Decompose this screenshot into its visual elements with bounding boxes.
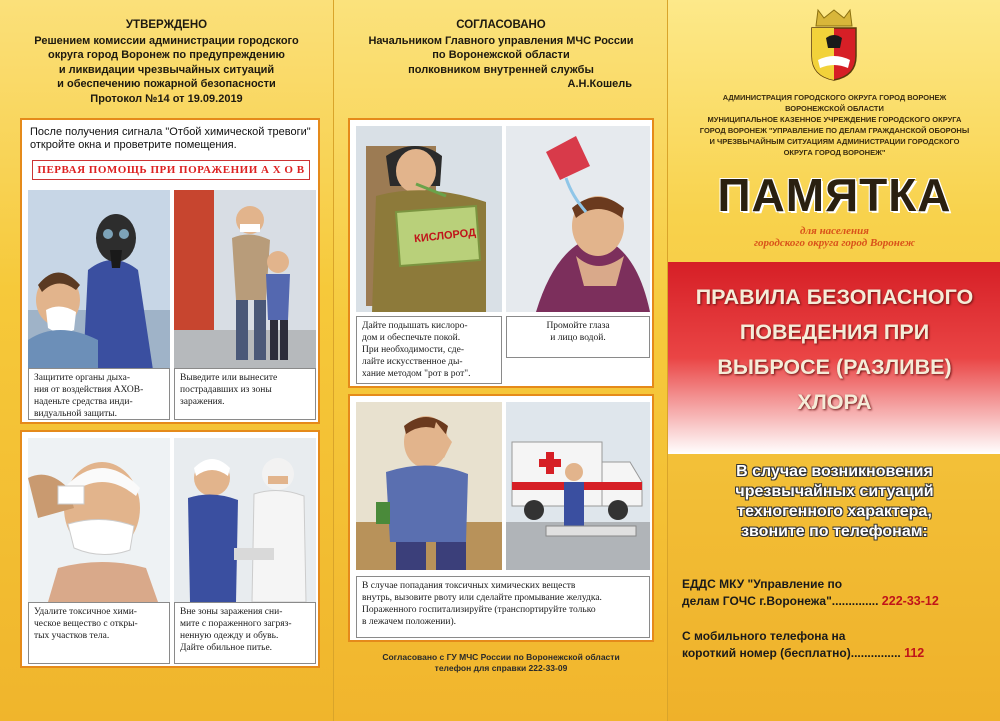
caption-line: лайте искусственное ды- [362,357,463,367]
illustration-nausea [356,402,502,570]
admin-line: МУНИЦИПАЛЬНОЕ КАЗЕННОЕ УЧРЕЖДЕНИЕ ГОРОДСКОГО ОКРУГА [707,115,962,124]
rules-line: ПОВЕДЕНИЯ ПРИ [739,320,930,344]
illustration-oxygen [356,126,502,312]
caption-line: пострадавших из зоны [180,385,272,395]
caption-oxygen [356,316,502,384]
illustration-gas-mask [28,190,170,370]
caption-line: Защитите органы дыха- [34,373,131,383]
approval-block [10,18,323,106]
agreement-line: по Воронежской области [432,49,570,61]
admin-line: ГОРОД ВОРОНЕЖ "УПРАВЛЕНИЕ ПО ДЕЛАМ ГРАЖДАНСКОЙ ОБОРОНЫ [699,126,970,135]
phone-mobile [682,628,997,662]
emergency-line: звоните по телефонам: [741,523,928,540]
coat-of-arms-icon [808,8,860,82]
emergency-line: чрезвычайных ситуаций [735,483,934,500]
caption-line: Удалите токсичное хими- [34,607,137,617]
agreement-line: А.Н.Кошель [567,78,632,90]
caption-line: в лежачем положении). [362,617,457,627]
caption-line: Промойте глаза [546,321,610,331]
for-population [668,225,1000,249]
caption-evacuate [174,368,316,420]
rules-title [668,280,1000,420]
phone-edds [682,576,997,610]
caption-line: тых участков тела. [34,631,110,641]
approval-line: и ликвидации чрезвычайных ситуаций [58,63,275,76]
intro-text [30,126,314,152]
caption-line: видуальной защиты. [34,409,117,419]
footer-note [344,652,658,674]
caption-line: внутрь, вызовите рвоту или сделайте промывание желудка. [362,593,602,603]
caption-line: ческое вещество с откры- [34,619,138,629]
approval-heading: УТВЕРЖДЕНО [125,19,208,31]
rules-line: ПРАВИЛА БЕЗОПАСНОГО [695,285,974,309]
admin-header [668,92,1000,158]
for-population-line: для населения [800,225,869,237]
caption-line: наденьте средства инди- [34,397,133,407]
caption-line: В случае попадания токсичных химических веществ [362,581,576,591]
approval-line: и обеспечению пожарной безопасности [57,78,276,90]
rules-line: ВЫБРОСЕ (РАЗЛИВЕ) [717,355,952,379]
intro-line: откройте окна и проветрите помещения. [30,139,237,151]
footer-line: телефон для справки 222-33-09 [434,663,568,673]
admin-line: ВОРОНЕЖСКОЙ ОБЛАСТИ [785,104,884,113]
phone-label-line: делам ГОЧС г.Воронежа".............. [682,594,879,608]
illustration-evacuate [174,190,316,370]
emergency-line: техногенного характера, [737,503,932,520]
caption-line: Вне зоны заражения сни- [180,607,283,617]
caption-line: и лицо водой. [550,333,606,343]
approval-line: Протокол №14 от 19.09.2019 [90,92,243,105]
right-panel [667,0,1000,721]
first-aid-banner: ПЕРВАЯ ПОМОЩЬ ПРИ ПОРАЖЕНИИ А Х О В [32,160,310,180]
agreement-line: Начальником Главного управления МЧС России [368,34,634,47]
caption-line: Дайте обильное питье. [180,643,273,653]
caption-line: При необходимости, сде- [362,345,465,355]
admin-line: АДМИНИСТРАЦИЯ ГОРОДСКОГО ОКРУГА ГОРОД ВОРОНЕЖ [722,93,947,102]
emergency-line: В случае возникновения [736,463,933,480]
phone-number[interactable]: 112 [904,646,925,660]
caption-line: мите с пораженного загряз- [180,619,292,629]
phone-label-line: короткий номер (бесплатно)............... [682,646,901,660]
caption-protect [28,368,170,420]
admin-line: ОКРУГА ГОРОД ВОРОНЕЖ" [783,148,886,157]
caption-line: заражения. [180,397,225,407]
oxygen-bag-label: КИСЛОРОД [413,226,477,246]
illustration-ambulance [506,402,650,570]
approval-line: Решением комиссии администрации городского [34,34,299,47]
approval-line: округа город Воронеж по предупреждению [48,49,285,61]
caption-line: ненную одежду и обувь. [180,631,279,641]
agreement-heading: СОГЛАСОВАНО [456,19,546,31]
rules-line: ХЛОРА [797,390,872,414]
agreement-block [342,18,660,92]
phone-label-row [682,593,997,610]
phone-label-line: С мобильного телефона на [682,629,846,643]
caption-line: Пораженного госпитализируйте (транспортируйте только [362,605,596,615]
first-aid-frame-bottom [20,430,320,668]
intro-line: После получения сигнала "Отбой химической тревоги" [30,126,311,138]
illustration-change-clothes [174,438,316,602]
brochure-title: ПАМЯТКА [717,169,952,221]
caption-line: дом и обеспечьте покой. [362,333,461,343]
caption-remove-chemical [28,602,170,664]
for-population-line: городского округа город Воронеж [754,237,915,249]
caption-line: ния от воздействия АХОВ- [34,385,144,395]
caption-line: Выведите или вынесите [180,373,278,383]
footer-line: Согласовано с ГУ МЧС России по Воронежской области [382,652,620,662]
caption-rinse [506,316,650,358]
phone-label-row [682,645,997,662]
caption-change-clothes [174,602,316,664]
first-aid-frame-oxygen [348,118,654,388]
first-aid-frame-top [20,118,320,424]
illustration-wipe-face [28,438,170,602]
emergency-text [668,462,1000,542]
phone-number[interactable]: 222-33-12 [881,594,939,608]
caption-stomach [356,576,650,638]
caption-line: Дайте подышать кислоро- [362,321,468,331]
admin-line: И ЧРЕЗВЫЧАЙНЫМ СИТУАЦИЯМ АДМИНИСТРАЦИИ ГОРОДСКОГО [709,137,960,146]
first-aid-frame-stomach [348,394,654,642]
agreement-line: полковником внутренней службы [408,63,594,76]
illustration-rinse-eyes [506,126,650,312]
middle-panel [333,0,667,721]
left-panel [0,0,333,721]
phone-label-line: ЕДДС МКУ "Управление по [682,577,843,591]
caption-line: хание методом "рот в рот". [362,369,471,379]
